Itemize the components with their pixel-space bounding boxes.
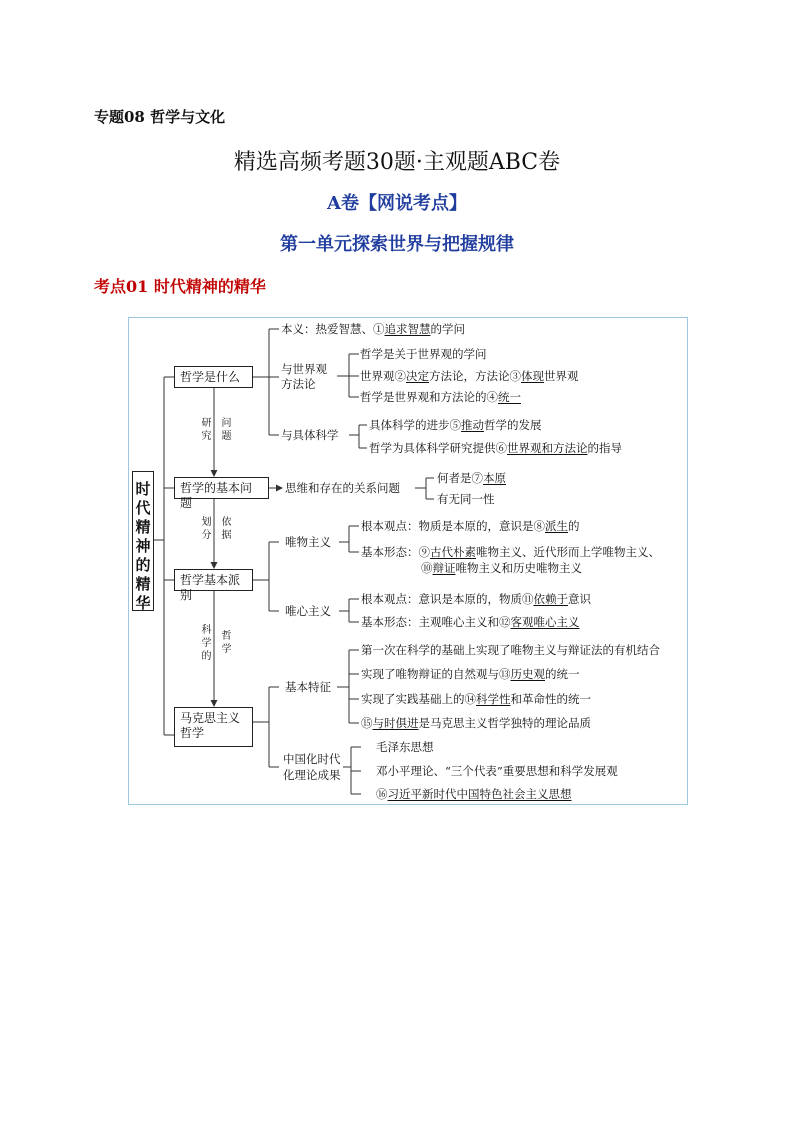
theory-item-3: ⑯习近平新时代中国特色社会主义思想 bbox=[376, 787, 572, 801]
feature-item-1: 第一次在科学的基础上实现了唯物主义与辩证法的有机结合 bbox=[361, 643, 660, 657]
basic-item-2: 有无同一性 bbox=[437, 492, 495, 506]
theory-item-1: 毛泽东思想 bbox=[376, 740, 434, 754]
arrow1-right-text: 问题 bbox=[221, 418, 232, 442]
series-title: 专题08 哲学与文化 bbox=[94, 108, 226, 126]
arrow2-right-text: 依据 bbox=[221, 517, 232, 541]
unit-title: 第一单元探索世界与把握规律 bbox=[280, 234, 514, 255]
idealism-item-1: 根本观点：意识是本原的，物质⑪依赖于意识 bbox=[361, 592, 591, 606]
feature-item-2: 实现了唯物辩证的自然观与⑬历史观的统一 bbox=[361, 667, 580, 681]
feature-item-4: ⑮与时俱进是马克思主义哲学独特的理论品质 bbox=[361, 716, 591, 730]
worldview-item-3: 哲学是世界观和方法论的④统一 bbox=[360, 390, 521, 404]
basic-question-label: 思维和存在的关系问题 bbox=[285, 481, 400, 495]
worldview-item-1: 哲学是关于世界观的学问 bbox=[360, 347, 487, 361]
what-benyi: 本义：热爱智慧、①追求智慧的学问 bbox=[281, 322, 465, 336]
arrow3-left-text: 科学的 bbox=[201, 625, 212, 662]
node-what-is-philosophy: 哲学是什么 bbox=[174, 366, 253, 388]
node-basic-question: 哲学的基本问题 bbox=[174, 477, 269, 499]
theory-item-2: 邓小平理论、“三个代表”重要思想和科学发展观 bbox=[376, 764, 618, 778]
arrow3-right-text: 哲学 bbox=[221, 631, 232, 655]
worldview-item-2: 世界观②决定方法论，方法论③体现世界观 bbox=[360, 369, 579, 383]
materialism-item-3: ⑩辩证唯物主义和历史唯物主义 bbox=[421, 561, 582, 575]
main-title: 精选高频考题30题·主观题ABC卷 bbox=[233, 150, 561, 175]
arrow2-left-text: 划分 bbox=[201, 517, 212, 541]
materialism-item-1: 根本观点：物质是本原的，意识是⑧派生的 bbox=[361, 519, 580, 533]
what-worldview-label: 与世界观方法论 bbox=[281, 362, 327, 391]
arrow1-left-text: 研究 bbox=[201, 418, 212, 442]
science-item-2: 哲学为具体科学研究提供⑥世界观和方法论的指导 bbox=[369, 441, 622, 455]
basic-item-1: 何者是⑦本原 bbox=[437, 471, 506, 485]
idealism-label: 唯心主义 bbox=[285, 604, 331, 618]
concept-map bbox=[128, 317, 688, 805]
materialism-item-2: 基本形态：⑨古代朴素唯物主义、近代形而上学唯物主义、 bbox=[361, 545, 660, 559]
paper-label: A卷【网说考点】 bbox=[327, 193, 467, 214]
feature-item-3: 实现了实践基础上的⑭科学性和革命性的统一 bbox=[361, 692, 591, 706]
sinicization-label: 中国化时代化理论成果 bbox=[283, 752, 341, 782]
kaodian-title: 考点01 时代精神的精华 bbox=[94, 277, 266, 296]
science-item-1: 具体科学的进步⑤推动哲学的发展 bbox=[369, 418, 542, 432]
materialism-label: 唯物主义 bbox=[285, 535, 331, 549]
features-label: 基本特征 bbox=[285, 680, 331, 694]
what-science-label: 与具体科学 bbox=[281, 428, 339, 442]
node-marxism: 马克思主义哲学 bbox=[174, 707, 253, 747]
root-node: 时代精神的精华 bbox=[132, 471, 154, 611]
idealism-item-2: 基本形态：主观唯心主义和⑫客观唯心主义 bbox=[361, 615, 580, 629]
node-basic-schools: 哲学基本派别 bbox=[174, 569, 253, 591]
